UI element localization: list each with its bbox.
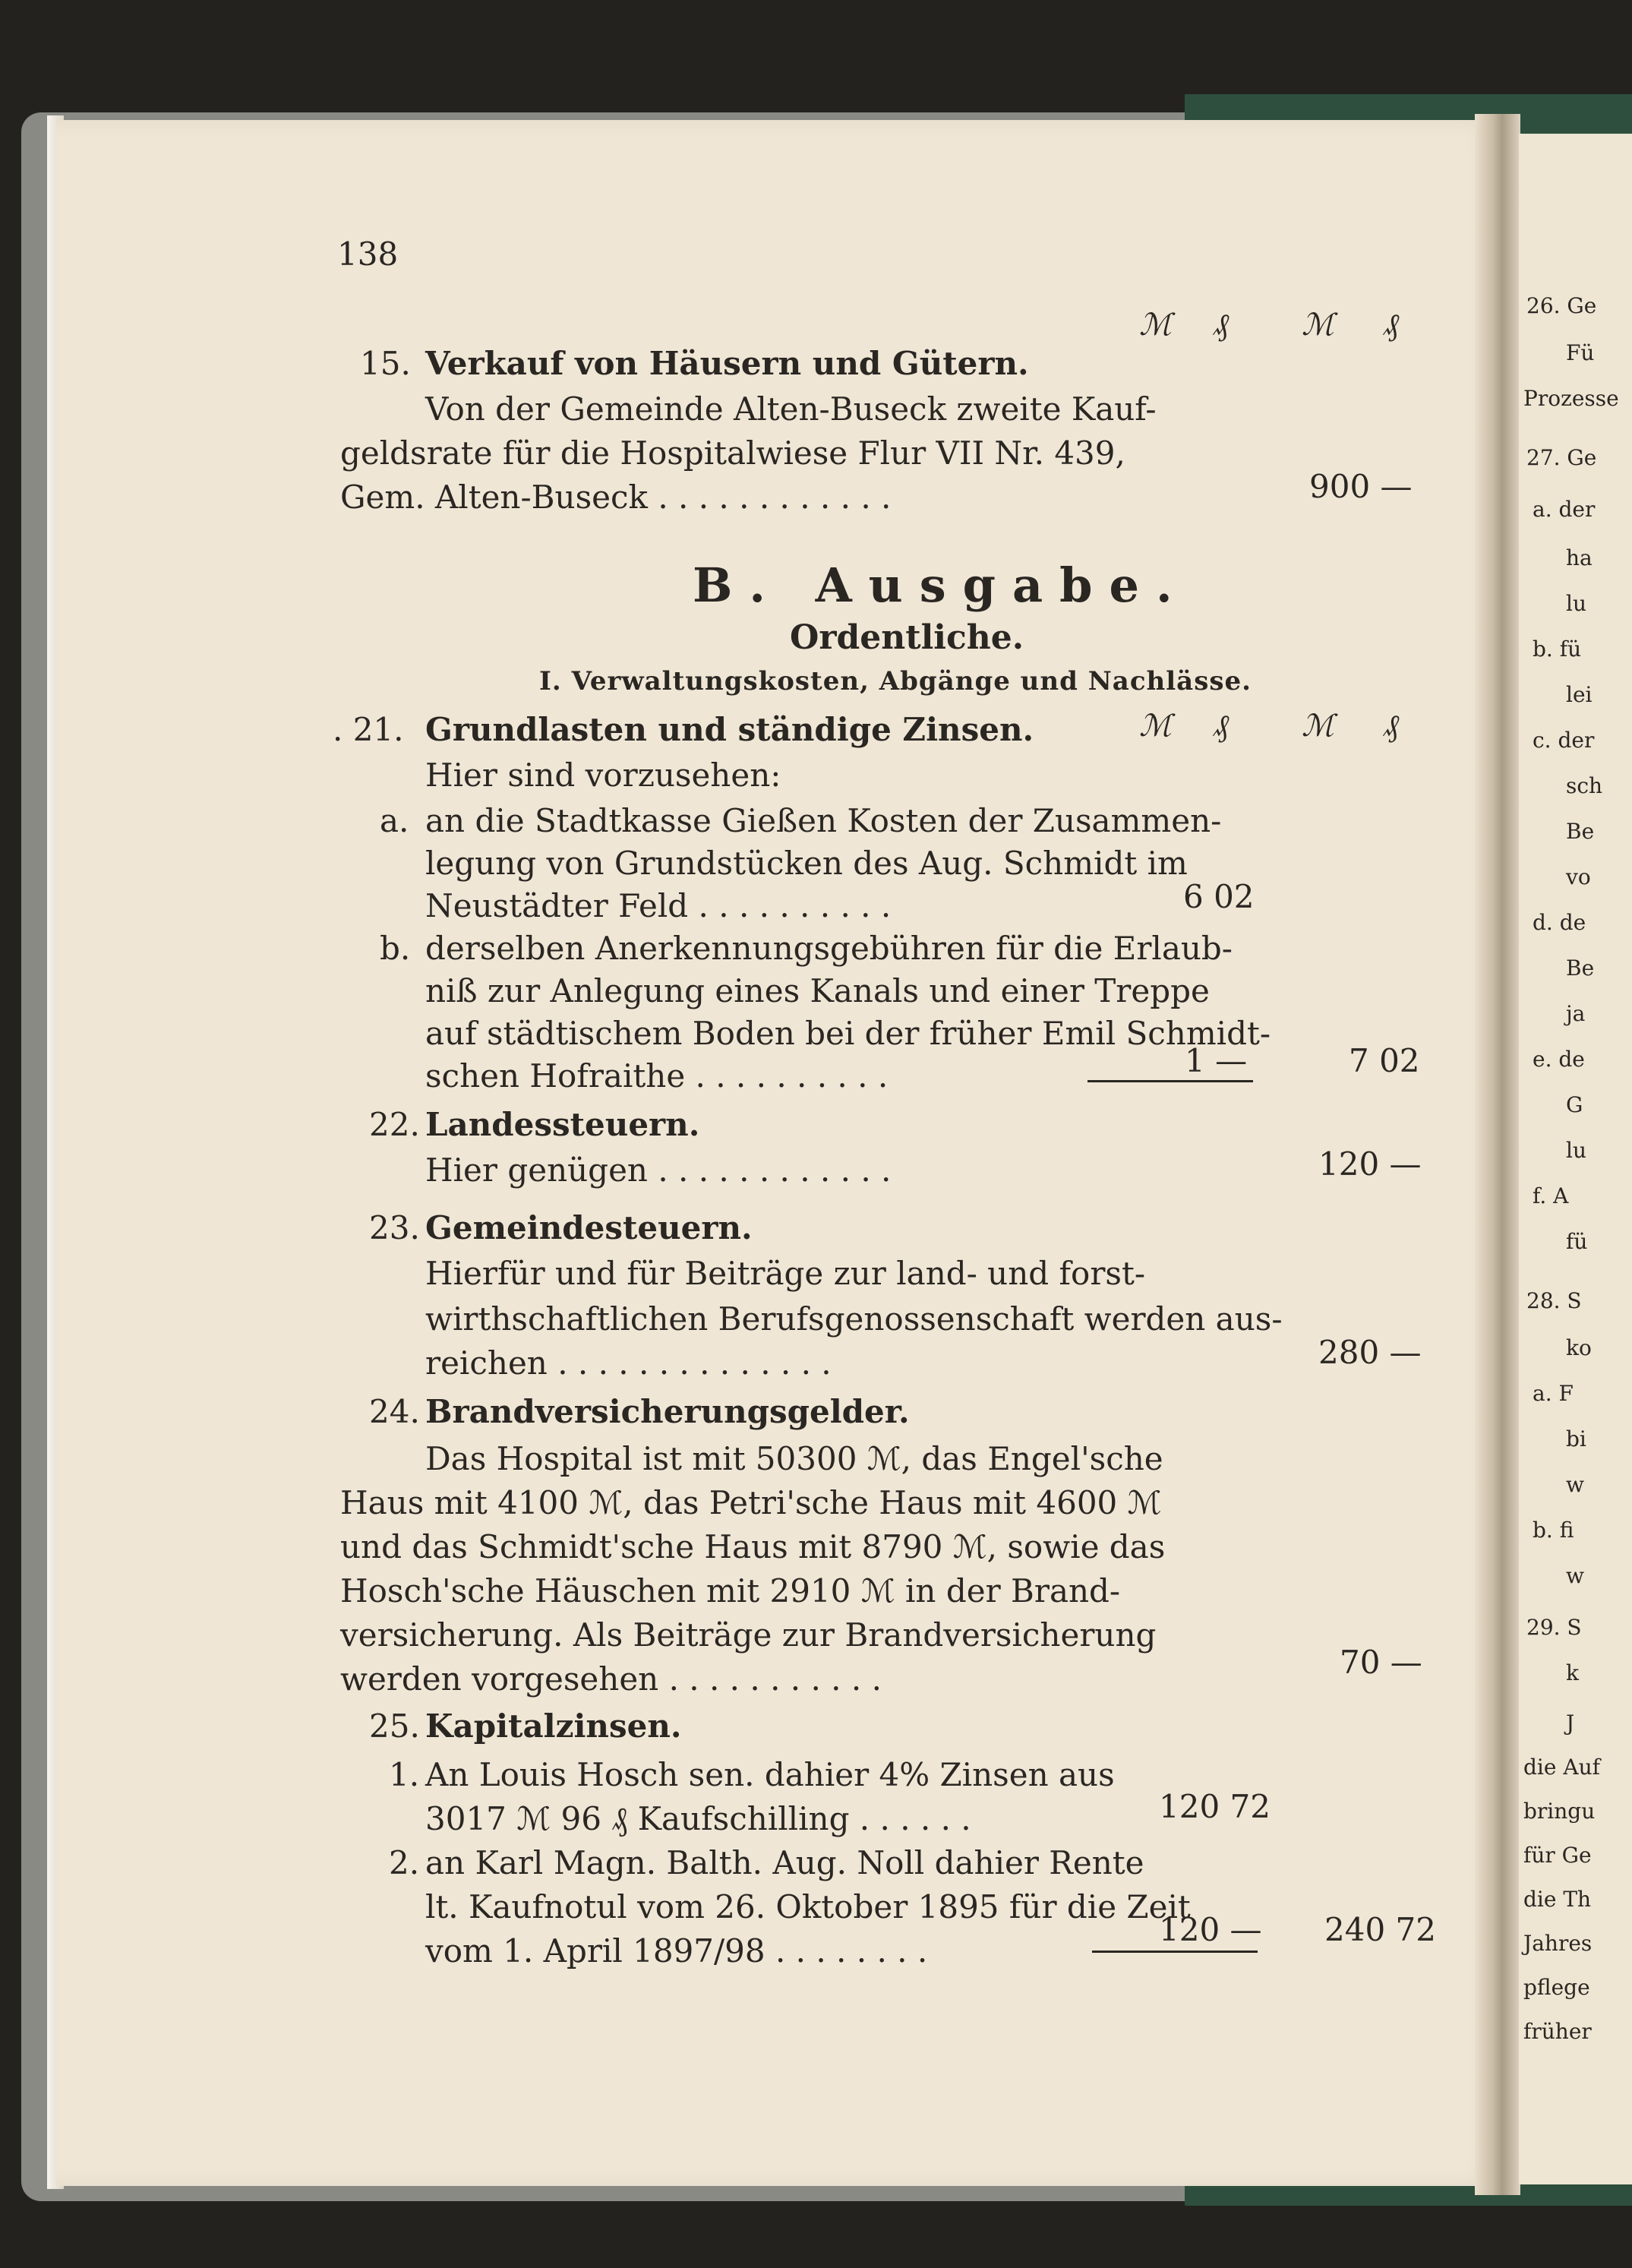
np-frag: w <box>1566 1472 1584 1497</box>
s25-item1-label: 1. <box>389 1756 420 1793</box>
s15-total: 900 — <box>1309 468 1413 505</box>
s21-line: an die Stadtkasse Gießen Kosten der Zusammen- <box>425 802 1222 839</box>
np-frag: a. F <box>1533 1381 1574 1406</box>
s21-line: schen Hofraithe . . . . . . . . . . <box>425 1057 889 1095</box>
s25-line: lt. Kaufnotul vom 26. Oktober 1895 für die Zeit <box>425 1888 1191 1925</box>
np-frag: die Auf <box>1523 1755 1600 1780</box>
np-frag: e. de <box>1533 1047 1585 1072</box>
np-frag: b. fü <box>1533 636 1582 662</box>
s15-line: Gem. Alten-Buseck . . . . . . . . . . . . <box>340 479 892 516</box>
np-frag: bi <box>1566 1426 1586 1451</box>
s15-number: 15. <box>360 345 411 382</box>
part-b-section: I. Verwaltungskosten, Abgänge und Nachlässe. <box>539 666 1252 697</box>
s21-line: auf städtischem Boden bei der früher Emil Schmidt- <box>425 1015 1271 1052</box>
s24-line: und das Schmidt'sche Haus mit 8790 ℳ, sowie das <box>340 1528 1166 1565</box>
np-frag: k <box>1566 1660 1579 1685</box>
np-frag: 27. Ge <box>1526 445 1597 470</box>
np-frag: J <box>1566 1710 1575 1736</box>
np-frag: ko <box>1566 1335 1592 1360</box>
currency-pf-col2: ₰ <box>1384 308 1399 343</box>
s21-line: derselben Anerkennungsgebühren für die Erlaub- <box>425 930 1233 967</box>
np-frag: Be <box>1566 819 1595 844</box>
s23-total: 280 — <box>1318 1334 1422 1371</box>
s23-line: reichen . . . . . . . . . . . . . . <box>425 1344 832 1382</box>
s21-a-amount: 6 02 <box>1183 878 1255 915</box>
s24-line: versicherung. Als Beiträge zur Brandversicherung <box>340 1616 1157 1654</box>
s24-line: Haus mit 4100 ℳ, das Petri'sche Haus mit 4600 ℳ <box>340 1484 1162 1521</box>
part-b-subtitle: Ordentliche. <box>790 618 1024 657</box>
np-frag: ha <box>1566 545 1593 570</box>
s24-line: werden vorgesehen . . . . . . . . . . . <box>340 1660 882 1698</box>
currency-pf-col1: ₰ <box>1214 308 1229 343</box>
s21-b-label: b. <box>380 930 411 967</box>
currency-mark-col1: ℳ <box>1139 308 1172 343</box>
s22-total: 120 — <box>1318 1145 1422 1183</box>
np-frag: Be <box>1566 956 1595 981</box>
np-frag: lu <box>1566 591 1586 616</box>
np-frag: 28. S <box>1526 1288 1582 1313</box>
s25-title: Kapitalzinsen. <box>425 1707 682 1745</box>
s21-title: Grundlasten und ständige Zinsen. <box>425 711 1034 748</box>
np-frag: w <box>1566 1563 1584 1588</box>
s23-title: Gemeindesteuern. <box>425 1209 753 1246</box>
page-number: 138 <box>337 235 399 273</box>
s24-total: 70 — <box>1340 1644 1422 1681</box>
currency-pf-col2: ₰ <box>1384 709 1399 744</box>
np-frag: die Th <box>1523 1887 1592 1912</box>
next-page-fragment <box>1519 134 1632 2184</box>
s22-number: 22. <box>369 1106 420 1143</box>
s21-total: 7 02 <box>1349 1042 1420 1079</box>
s25-number: 25. <box>369 1707 420 1745</box>
s21-line: legung von Grundstücken des Aug. Schmidt im <box>425 845 1188 882</box>
np-frag: für Ge <box>1523 1843 1592 1868</box>
s25-line: 3017 ℳ 96 ₰ Kaufschilling . . . . . . <box>425 1800 971 1837</box>
s24-title: Brandversicherungsgelder. <box>425 1393 910 1430</box>
s25-line: An Louis Hosch sen. dahier 4% Zinsen aus <box>425 1756 1115 1793</box>
np-frag: c. der <box>1533 728 1595 753</box>
np-frag: f. A <box>1533 1183 1569 1208</box>
s21-intro: Hier sind vorzusehen: <box>425 757 781 794</box>
np-frag: Jahres <box>1523 1931 1593 1956</box>
s23-number: 23. <box>369 1209 420 1246</box>
s21-b-amount: 1 — <box>1185 1042 1248 1079</box>
s24-line: Hosch'sche Häuschen mit 2910 ℳ in der Brand- <box>340 1572 1121 1609</box>
s25-item2-amount: 120 — <box>1159 1911 1262 1948</box>
np-frag: Prozesse <box>1523 386 1619 411</box>
s25-total: 240 72 <box>1324 1911 1436 1948</box>
currency-mark-col2: ℳ <box>1302 709 1334 744</box>
s23-line: Hierfür und für Beiträge zur land- und forst- <box>425 1255 1146 1292</box>
np-frag: Fü <box>1566 340 1595 365</box>
subtotal-rule <box>1092 1951 1258 1953</box>
np-frag: pflege <box>1523 1975 1590 2000</box>
part-b-title: B. Ausgabe. <box>693 558 1189 613</box>
s24-line: Das Hospital ist mit 50300 ℳ, das Engel'sche <box>425 1440 1163 1477</box>
currency-mark-col2: ℳ <box>1302 308 1334 343</box>
np-frag: fü <box>1566 1229 1588 1254</box>
np-frag: a. der <box>1533 497 1596 522</box>
subtotal-rule <box>1087 1080 1253 1082</box>
book-gutter <box>1475 114 1520 2195</box>
np-frag: lei <box>1566 682 1593 707</box>
np-frag: d. de <box>1533 910 1586 935</box>
np-frag: 29. S <box>1526 1615 1582 1640</box>
s21-line: Neustädter Feld . . . . . . . . . . <box>425 887 892 924</box>
s15-line: Von der Gemeinde Alten-Buseck zweite Kauf- <box>425 390 1157 428</box>
np-frag: G <box>1566 1092 1583 1117</box>
np-frag: vo <box>1566 864 1591 889</box>
s22-line: Hier genügen . . . . . . . . . . . . <box>425 1151 892 1189</box>
s15-line: geldsrate für die Hospitalwiese Flur VII Nr. 439, <box>340 434 1125 472</box>
s23-line: wirthschaftlichen Berufsgenossenschaft werden aus- <box>425 1300 1283 1338</box>
currency-pf-col1: ₰ <box>1214 709 1229 744</box>
s15-title: Verkauf von Häusern und Gütern. <box>425 345 1029 382</box>
np-frag: b. fi <box>1533 1518 1574 1543</box>
s24-number: 24. <box>369 1393 420 1430</box>
np-frag: bringu <box>1523 1799 1596 1824</box>
s25-line: an Karl Magn. Balth. Aug. Noll dahier Rente <box>425 1844 1144 1881</box>
np-frag: ja <box>1566 1001 1586 1026</box>
s25-line: vom 1. April 1897/98 . . . . . . . . <box>425 1932 928 1969</box>
s22-title: Landessteuern. <box>425 1106 700 1143</box>
s21-line: niß zur Anlegung eines Kanals und einer Treppe <box>425 972 1210 1009</box>
np-frag: lu <box>1566 1138 1586 1163</box>
currency-mark-col1: ℳ <box>1139 709 1172 744</box>
np-frag: früher <box>1523 2019 1592 2044</box>
s25-item1-amount: 120 72 <box>1159 1788 1271 1825</box>
np-frag: sch <box>1566 773 1603 798</box>
s21-number: . 21. <box>333 711 404 748</box>
s21-a-label: a. <box>380 802 409 839</box>
np-frag: 26. Ge <box>1526 293 1597 318</box>
s25-item2-label: 2. <box>389 1844 420 1881</box>
